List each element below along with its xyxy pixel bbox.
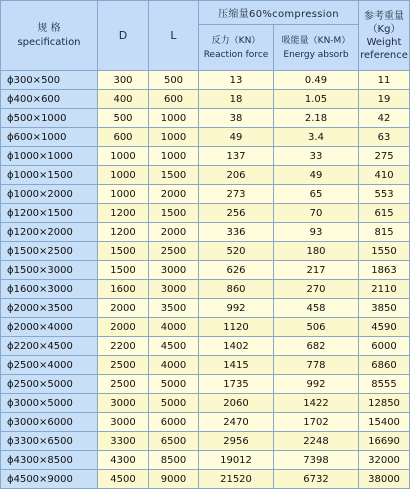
cell-energy-absorb: 180 bbox=[274, 242, 359, 261]
cell-d: 1000 bbox=[98, 147, 149, 166]
cell-l: 5000 bbox=[149, 375, 199, 394]
cell-reaction-force: 2956 bbox=[199, 432, 274, 451]
table-row bbox=[1, 413, 410, 432]
table-row bbox=[1, 147, 410, 166]
table-row bbox=[1, 280, 410, 299]
cell-weight: 3850 bbox=[359, 299, 410, 318]
header-weight bbox=[359, 1, 410, 71]
cell-l: 1000 bbox=[149, 147, 199, 166]
cell-spec: ϕ3000×6000 bbox=[1, 413, 98, 432]
cell-weight: 19 bbox=[359, 90, 410, 109]
cell-energy-absorb: 682 bbox=[274, 337, 359, 356]
cell-d: 500 bbox=[98, 109, 149, 128]
cell-weight: 815 bbox=[359, 223, 410, 242]
header-weight-en-2: reference bbox=[360, 49, 408, 61]
cell-spec: ϕ2000×3500 bbox=[1, 299, 98, 318]
table-row bbox=[1, 375, 410, 394]
cell-spec: ϕ2500×5000 bbox=[1, 375, 98, 394]
cell-reaction-force: 137 bbox=[199, 147, 274, 166]
cell-d: 3000 bbox=[98, 413, 149, 432]
cell-reaction-force: 49 bbox=[199, 128, 274, 147]
cell-reaction-force: 21520 bbox=[199, 470, 274, 489]
cell-energy-absorb: 70 bbox=[274, 204, 359, 223]
header-energy-cn: 吸能量（KN-M） bbox=[281, 35, 351, 46]
cell-energy-absorb: 65 bbox=[274, 185, 359, 204]
cell-energy-absorb: 2248 bbox=[274, 432, 359, 451]
cell-spec: ϕ4500×9000 bbox=[1, 470, 98, 489]
table-row bbox=[1, 223, 410, 242]
cell-reaction-force: 256 bbox=[199, 204, 274, 223]
table-row bbox=[1, 432, 410, 451]
cell-reaction-force: 1415 bbox=[199, 356, 274, 375]
cell-reaction-force: 19012 bbox=[199, 451, 274, 470]
cell-l: 5000 bbox=[149, 394, 199, 413]
header-reaction-force bbox=[199, 25, 274, 71]
cell-spec: ϕ300×500 bbox=[1, 71, 98, 90]
cell-reaction-force: 1735 bbox=[199, 375, 274, 394]
cell-d: 1200 bbox=[98, 223, 149, 242]
cell-weight: 32000 bbox=[359, 451, 410, 470]
cell-energy-absorb: 33 bbox=[274, 147, 359, 166]
cell-energy-absorb: 458 bbox=[274, 299, 359, 318]
table-row bbox=[1, 204, 410, 223]
cell-l: 3500 bbox=[149, 299, 199, 318]
cell-reaction-force: 18 bbox=[199, 90, 274, 109]
cell-l: 500 bbox=[149, 71, 199, 90]
cell-energy-absorb: 506 bbox=[274, 318, 359, 337]
cell-energy-absorb: 217 bbox=[274, 261, 359, 280]
cell-d: 4300 bbox=[98, 451, 149, 470]
cell-energy-absorb: 3.4 bbox=[274, 128, 359, 147]
cell-d: 1200 bbox=[98, 204, 149, 223]
cell-energy-absorb: 7398 bbox=[274, 451, 359, 470]
cell-weight: 15400 bbox=[359, 413, 410, 432]
table-row bbox=[1, 299, 410, 318]
cell-d: 600 bbox=[98, 128, 149, 147]
cell-spec: ϕ1000×2000 bbox=[1, 185, 98, 204]
table-row bbox=[1, 90, 410, 109]
table-row bbox=[1, 337, 410, 356]
cell-energy-absorb: 2.18 bbox=[274, 109, 359, 128]
cell-d: 2000 bbox=[98, 318, 149, 337]
cell-spec: ϕ400×600 bbox=[1, 90, 98, 109]
cell-d: 2200 bbox=[98, 337, 149, 356]
header-reaction-cn: 反力（KN） bbox=[211, 35, 261, 46]
cell-l: 1000 bbox=[149, 128, 199, 147]
table-row bbox=[1, 261, 410, 280]
cell-l: 4000 bbox=[149, 318, 199, 337]
cell-l: 4500 bbox=[149, 337, 199, 356]
cell-weight: 16690 bbox=[359, 432, 410, 451]
header-weight-unit: （Kg） bbox=[367, 23, 401, 35]
cell-reaction-force: 992 bbox=[199, 299, 274, 318]
cell-reaction-force: 860 bbox=[199, 280, 274, 299]
cell-spec: ϕ3000×5000 bbox=[1, 394, 98, 413]
header-compression-group: 压缩量60%compression bbox=[199, 1, 359, 25]
cell-spec: ϕ1000×1000 bbox=[1, 147, 98, 166]
cell-reaction-force: 520 bbox=[199, 242, 274, 261]
cell-d: 1000 bbox=[98, 185, 149, 204]
cell-l: 3000 bbox=[149, 261, 199, 280]
cell-d: 2500 bbox=[98, 375, 149, 394]
cell-spec: ϕ600×1000 bbox=[1, 128, 98, 147]
cell-reaction-force: 13 bbox=[199, 71, 274, 90]
table-body bbox=[1, 71, 410, 489]
table-row bbox=[1, 318, 410, 337]
cell-d: 2000 bbox=[98, 299, 149, 318]
cell-weight: 38000 bbox=[359, 470, 410, 489]
cell-l: 2500 bbox=[149, 242, 199, 261]
cell-spec: ϕ3300×6500 bbox=[1, 432, 98, 451]
cell-d: 1500 bbox=[98, 261, 149, 280]
cell-reaction-force: 273 bbox=[199, 185, 274, 204]
cell-weight: 4590 bbox=[359, 318, 410, 337]
table-row bbox=[1, 451, 410, 470]
cell-weight: 275 bbox=[359, 147, 410, 166]
cell-spec: ϕ1200×1500 bbox=[1, 204, 98, 223]
cell-d: 1600 bbox=[98, 280, 149, 299]
cell-d: 4500 bbox=[98, 470, 149, 489]
cell-reaction-force: 1402 bbox=[199, 337, 274, 356]
cell-energy-absorb: 1.05 bbox=[274, 90, 359, 109]
cell-l: 600 bbox=[149, 90, 199, 109]
cell-weight: 42 bbox=[359, 109, 410, 128]
header-l: L bbox=[149, 1, 199, 71]
header-weight-en-1: Weight bbox=[366, 36, 402, 48]
header-spec-cn: 规 格 bbox=[37, 22, 61, 34]
cell-l: 1000 bbox=[149, 109, 199, 128]
table-row bbox=[1, 109, 410, 128]
cell-d: 2500 bbox=[98, 356, 149, 375]
cell-spec: ϕ4300×8500 bbox=[1, 451, 98, 470]
header-energy-absorb bbox=[274, 25, 359, 71]
cell-l: 2000 bbox=[149, 185, 199, 204]
table-row bbox=[1, 128, 410, 147]
table-row bbox=[1, 356, 410, 375]
cell-spec: ϕ1500×3000 bbox=[1, 261, 98, 280]
table-row bbox=[1, 166, 410, 185]
cell-l: 9000 bbox=[149, 470, 199, 489]
cell-l: 6500 bbox=[149, 432, 199, 451]
cell-spec: ϕ1200×2000 bbox=[1, 223, 98, 242]
cell-l: 1500 bbox=[149, 204, 199, 223]
cell-d: 400 bbox=[98, 90, 149, 109]
cell-spec: ϕ1000×1500 bbox=[1, 166, 98, 185]
cell-weight: 6000 bbox=[359, 337, 410, 356]
cell-weight: 410 bbox=[359, 166, 410, 185]
cell-spec: ϕ1500×2500 bbox=[1, 242, 98, 261]
cell-l: 4000 bbox=[149, 356, 199, 375]
cell-reaction-force: 336 bbox=[199, 223, 274, 242]
cell-weight: 63 bbox=[359, 128, 410, 147]
cell-weight: 1550 bbox=[359, 242, 410, 261]
cell-l: 2000 bbox=[149, 223, 199, 242]
cell-weight: 615 bbox=[359, 204, 410, 223]
cell-d: 1500 bbox=[98, 242, 149, 261]
cell-energy-absorb: 93 bbox=[274, 223, 359, 242]
cell-spec: ϕ2500×4000 bbox=[1, 356, 98, 375]
cell-d: 300 bbox=[98, 71, 149, 90]
cell-l: 1500 bbox=[149, 166, 199, 185]
header-spec-en: specification bbox=[17, 36, 81, 48]
cell-weight: 8555 bbox=[359, 375, 410, 394]
cell-l: 6000 bbox=[149, 413, 199, 432]
cell-weight: 2110 bbox=[359, 280, 410, 299]
cell-reaction-force: 206 bbox=[199, 166, 274, 185]
cell-energy-absorb: 992 bbox=[274, 375, 359, 394]
cell-energy-absorb: 1422 bbox=[274, 394, 359, 413]
header-reaction-en: Reaction force bbox=[203, 49, 269, 60]
cell-weight: 12850 bbox=[359, 394, 410, 413]
table-row bbox=[1, 394, 410, 413]
cell-weight: 11 bbox=[359, 71, 410, 90]
cell-energy-absorb: 49 bbox=[274, 166, 359, 185]
cell-reaction-force: 1120 bbox=[199, 318, 274, 337]
cell-spec: ϕ2000×4000 bbox=[1, 318, 98, 337]
table-row bbox=[1, 71, 410, 90]
cell-l: 8500 bbox=[149, 451, 199, 470]
table-row bbox=[1, 185, 410, 204]
cell-spec: ϕ2200×4500 bbox=[1, 337, 98, 356]
cell-energy-absorb: 270 bbox=[274, 280, 359, 299]
cell-energy-absorb: 0.49 bbox=[274, 71, 359, 90]
cell-d: 1000 bbox=[98, 166, 149, 185]
cell-energy-absorb: 778 bbox=[274, 356, 359, 375]
table-header bbox=[1, 1, 410, 71]
cell-reaction-force: 2060 bbox=[199, 394, 274, 413]
cell-reaction-force: 626 bbox=[199, 261, 274, 280]
cell-d: 3000 bbox=[98, 394, 149, 413]
header-energy-en: Energy absorb bbox=[283, 49, 349, 60]
cell-energy-absorb: 6732 bbox=[274, 470, 359, 489]
cell-reaction-force: 2470 bbox=[199, 413, 274, 432]
cell-weight: 1863 bbox=[359, 261, 410, 280]
header-d: D bbox=[98, 1, 149, 71]
cell-d: 3300 bbox=[98, 432, 149, 451]
cell-reaction-force: 38 bbox=[199, 109, 274, 128]
table-row bbox=[1, 242, 410, 261]
header-weight-cn: 参考重量 bbox=[364, 10, 405, 22]
cell-energy-absorb: 1702 bbox=[274, 413, 359, 432]
header-specification bbox=[1, 1, 98, 71]
cell-weight: 6860 bbox=[359, 356, 410, 375]
cell-spec: ϕ500×1000 bbox=[1, 109, 98, 128]
cell-weight: 553 bbox=[359, 185, 410, 204]
cell-spec: ϕ1600×3000 bbox=[1, 280, 98, 299]
table-row bbox=[1, 470, 410, 489]
cell-l: 3000 bbox=[149, 280, 199, 299]
